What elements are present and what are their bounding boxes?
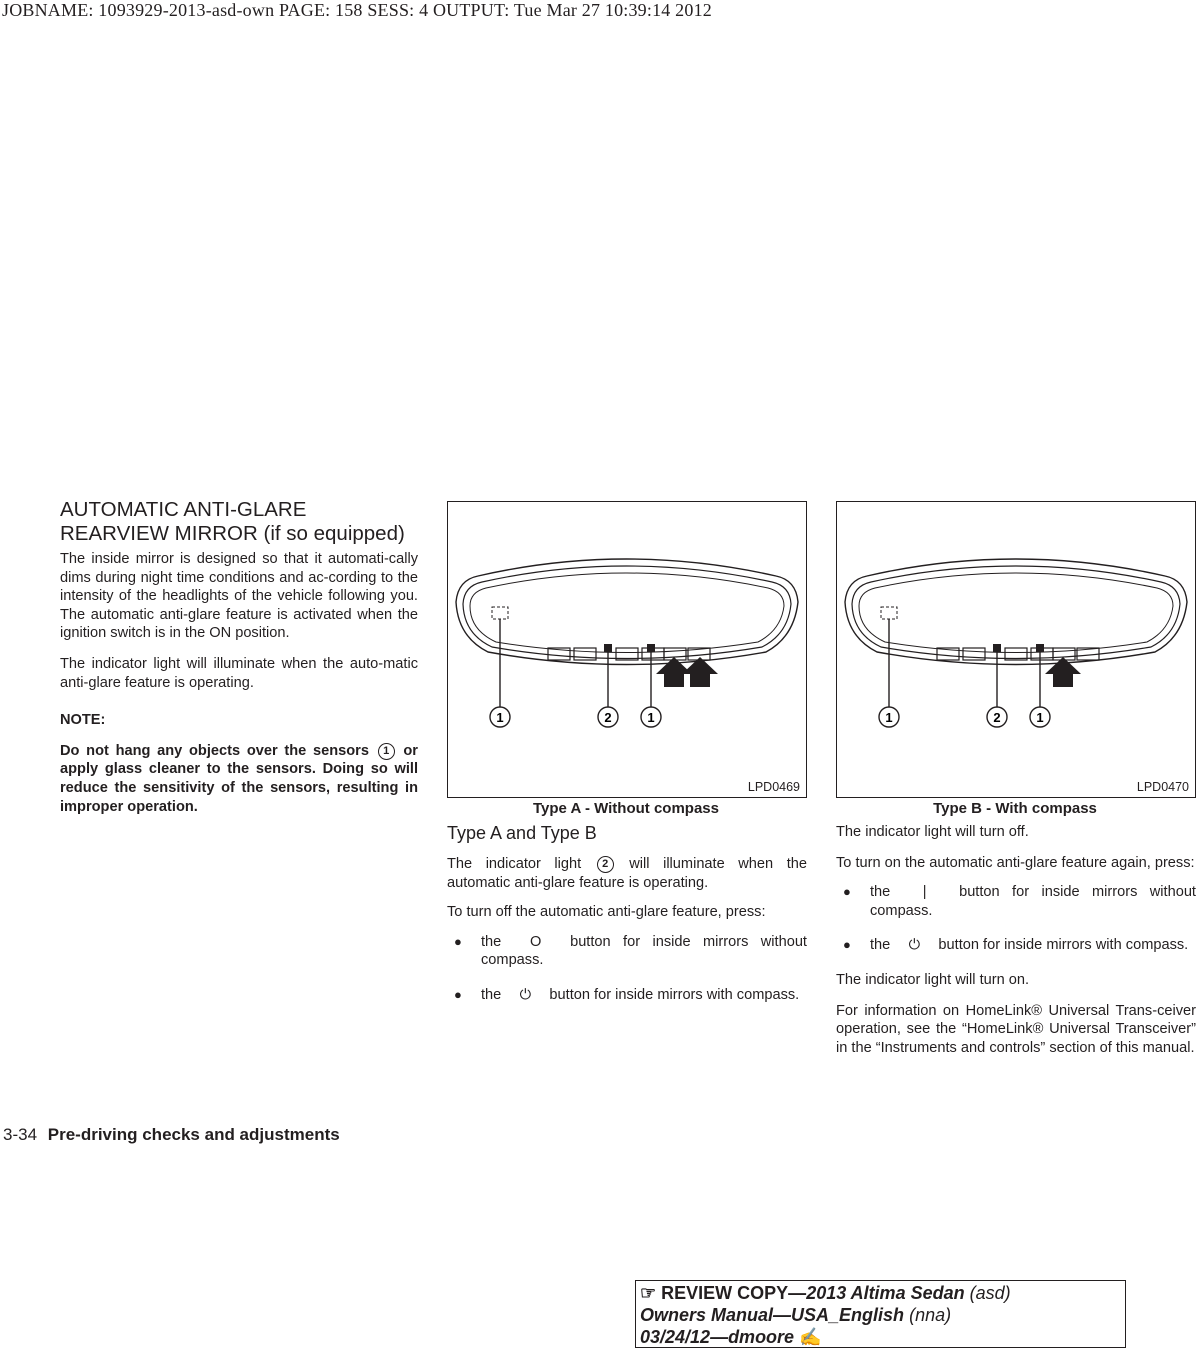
callout-b-2: 2 <box>993 710 1001 725</box>
sensor-marker: 1 <box>378 743 395 760</box>
callout-a-3: 1 <box>647 710 655 725</box>
callout-a-2: 2 <box>604 710 612 725</box>
type-ab-part1: The indicator light <box>447 856 582 872</box>
type-ab-heading: Type A and Type B <box>447 823 597 843</box>
note-text <box>60 742 418 816</box>
indicator-marker: 2 <box>597 856 614 873</box>
section-title-line1: AUTOMATIC ANTI-GLARE <box>60 498 307 521</box>
figure-a-caption: Type A - Without compass <box>533 800 719 817</box>
writing-hand-icon: ✍ <box>799 1327 822 1347</box>
figure-b-code: LPD0470 <box>1136 780 1189 794</box>
figure-a-code: LPD0469 <box>747 780 800 794</box>
figure-type-a <box>447 501 807 798</box>
review-line3: 03/24/12—dmoore ✍ <box>640 1327 822 1347</box>
middle-column <box>447 823 807 1021</box>
pointing-hand-icon: ☞ <box>640 1283 657 1303</box>
homelink-paragraph: For information on HomeLink® Universal Trans-ceiver operation, see the “HomeLink® Universal Transceiver” in the “Instruments and controls” section of this manual. <box>836 1002 1196 1056</box>
right-column <box>836 823 1196 1057</box>
on-button-glyph: | <box>922 884 927 901</box>
page-number: 3-34 <box>3 1125 38 1144</box>
note-part2: or apply glass cleaner to the sensors. Doing so will reduce the sensitivity of the sensors, resulting in improper operation. <box>60 742 418 815</box>
section-title <box>60 498 418 546</box>
turn-off-list <box>447 933 807 1005</box>
list-item: ● the | button for inside mirrors without compass. <box>836 883 1196 920</box>
page-footer <box>3 1125 340 1145</box>
turn-on-result: The indicator light will turn on. <box>836 971 1030 988</box>
note-label: NOTE: <box>60 712 106 729</box>
review-copy-box <box>635 1280 1126 1348</box>
job-header: JOBNAME: 1093929-2013-asd-own PAGE: 158 SESS: 4 OUTPUT: Tue Mar 27 10:39:14 2012 <box>2 0 712 20</box>
power-icon: ⏻ <box>908 937 921 954</box>
mirror-illustration-a <box>448 502 806 797</box>
mirror-illustration-b <box>837 502 1195 797</box>
figure-b-caption: Type B - With compass <box>933 800 1097 817</box>
chapter-title: Pre-driving checks and adjustments <box>47 1125 340 1144</box>
list-item: ● the ⏻ button for inside mirrors with compass. <box>836 936 1196 955</box>
power-icon: ⏻ <box>519 986 532 1003</box>
indicator-paragraph: The indicator light will illuminate when the auto-matic anti-glare feature is operating. <box>60 655 418 691</box>
turn-off-instruction: To turn off the automatic anti-glare feature, press: <box>447 904 766 921</box>
intro-paragraph: The inside mirror is designed so that it automati-cally dims during night time conditions and ac-cording to the intensity of the headlights of the vehicle following you. The automatic anti-glare feature is activated when the ignition switch is in the ON position. <box>60 551 418 642</box>
off-button-glyph: O <box>530 933 542 950</box>
review-line2: Owners Manual—USA_English (nna) <box>640 1305 952 1325</box>
type-ab-paragraph <box>447 855 807 892</box>
callout-b-3: 1 <box>1036 710 1044 725</box>
callout-b-1: 1 <box>885 710 893 725</box>
callout-a-1: 1 <box>496 710 504 725</box>
type-ab-part2: will illuminate when the automatic anti-glare feature is operating. <box>447 856 807 891</box>
turn-off-result: The indicator light will turn off. <box>836 824 1029 840</box>
review-line1: ☞ REVIEW COPY—2013 Altima Sedan (asd) <box>640 1283 1011 1303</box>
turn-on-instruction: To turn on the automatic anti-glare feature again, press: <box>836 854 1195 871</box>
figure-type-b <box>836 501 1196 798</box>
note-part1: Do not hang any objects over the sensors <box>60 742 369 759</box>
list-item: ● the O button for inside mirrors without compass. <box>447 933 807 970</box>
section-title-line2: REARVIEW MIRROR (if so equipped) <box>60 522 405 545</box>
list-item: ● the ⏻ button for inside mirrors with compass. <box>447 986 807 1005</box>
turn-on-list <box>836 883 1196 955</box>
left-column <box>60 498 418 816</box>
